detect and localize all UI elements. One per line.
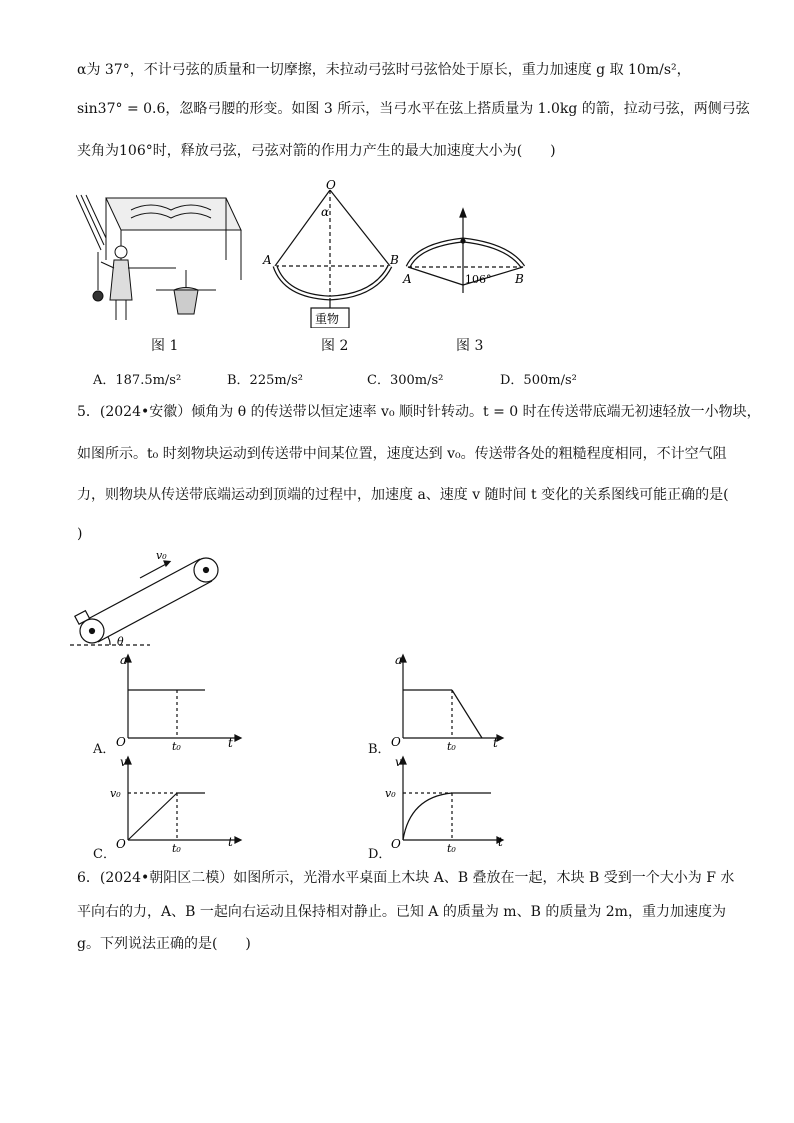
belt-label-v0: v₀ — [156, 549, 167, 562]
graph-b-yaxis: a — [395, 653, 403, 667]
graph-d — [385, 752, 525, 852]
fig2-label-weight: 重物 — [315, 312, 340, 326]
q4-line-3: 夹角为106°时，释放弓弦，弓弦对箭的作用力产生的最大加速度大小为( ) — [77, 143, 556, 159]
figure-2-caption: 图 2 — [321, 338, 349, 354]
q5-line-1: 5．(2024•安徽）倾角为 θ 的传送带以恒定速率 v₀ 顺时针转动。t = 0 时在传送带底端无初速轻放一小物块， — [77, 404, 761, 420]
q5-line-2: 如图所示。t₀ 时刻物块运动到传送带中间某位置，速度达到 v₀。传送带各处的粗糙程度相同，不计空气阻 — [77, 446, 727, 462]
graph-d-option[interactable]: D． — [368, 847, 392, 862]
graph-a-xaxis: t — [228, 736, 233, 750]
graph-d-t0: t₀ — [447, 842, 456, 852]
graph-b-origin: O — [391, 735, 401, 749]
graph-a-t0: t₀ — [172, 740, 181, 750]
figure-3-diagram — [398, 205, 538, 295]
figure-3-caption: 图 3 — [456, 338, 484, 354]
q4-line-2: sin37° = 0.6，忽略弓腰的形变。如图 3 所示，当弓水平在弦上搭质量为 1.0kg 的箭，拉动弓弦，两侧弓弦 — [77, 101, 750, 117]
graph-d-yaxis: v — [395, 755, 402, 769]
q4-option-b[interactable]: B．225m/s² — [227, 373, 303, 388]
q4-option-a[interactable]: A．187.5m/s² — [93, 373, 182, 388]
graph-d-v0: v₀ — [385, 787, 396, 800]
graph-c-yaxis: v — [120, 755, 127, 769]
q5-line-4: ) — [77, 526, 83, 542]
fig3-label-a: A — [403, 272, 412, 286]
graph-c-t0: t₀ — [172, 842, 181, 852]
figure-2-diagram — [255, 178, 415, 328]
fig3-label-b: B — [515, 272, 524, 286]
graph-d-xaxis: t — [498, 835, 503, 849]
conveyor-belt-diagram — [70, 545, 230, 655]
belt-label-theta: θ — [117, 635, 124, 648]
graph-c-option[interactable]: C． — [93, 847, 116, 862]
graph-c-v0: v₀ — [110, 787, 121, 800]
figure-1-illustration — [76, 190, 246, 328]
graph-b-t0: t₀ — [447, 740, 456, 750]
graph-a-yaxis: a — [120, 653, 128, 667]
fig2-label-alpha: α — [321, 205, 330, 219]
q5-line-3: 力，则物块从传送带底端运动到顶端的过程中，加速度 a、速度 v 随时间 t 变化的关系图线可能正确的是( — [77, 487, 729, 503]
q6-line-3: g。下列说法正确的是( ) — [77, 936, 251, 952]
graph-a-origin: O — [116, 735, 126, 749]
graph-b-option[interactable]: B． — [368, 742, 391, 757]
q4-option-c[interactable]: C．300m/s² — [367, 373, 444, 388]
figure-1-caption: 图 1 — [151, 338, 179, 354]
graph-c — [110, 752, 250, 852]
graph-a-option[interactable]: A． — [93, 742, 116, 757]
fig3-label-angle: 106° — [465, 273, 492, 286]
graph-c-xaxis: t — [228, 835, 233, 849]
graph-c-origin: O — [116, 837, 126, 851]
q6-line-2: 平向右的力，A、B 一起向右运动且保持相对静止。已知 A 的质量为 m、B 的质量为 2m，重力加速度为 — [77, 904, 726, 920]
fig2-label-b: B — [390, 253, 399, 267]
graph-a — [110, 650, 250, 750]
fig2-label-a: A — [263, 253, 272, 267]
graph-b-xaxis: t — [493, 736, 498, 750]
q6-line-1: 6．(2024•朝阳区二模）如图所示，光滑水平桌面上木块 A、B 叠放在一起，木块 B 受到一个大小为 F 水 — [77, 870, 735, 886]
q4-option-d[interactable]: D．500m/s² — [500, 373, 577, 388]
fig2-label-o: O — [326, 178, 336, 192]
graph-b — [385, 650, 525, 750]
q4-line-1: α为 37°，不计弓弦的质量和一切摩擦，未拉动弓弦时弓弦恰处于原长，重力加速度 g 取 10m/s²， — [77, 62, 691, 78]
graph-d-origin: O — [391, 837, 401, 851]
